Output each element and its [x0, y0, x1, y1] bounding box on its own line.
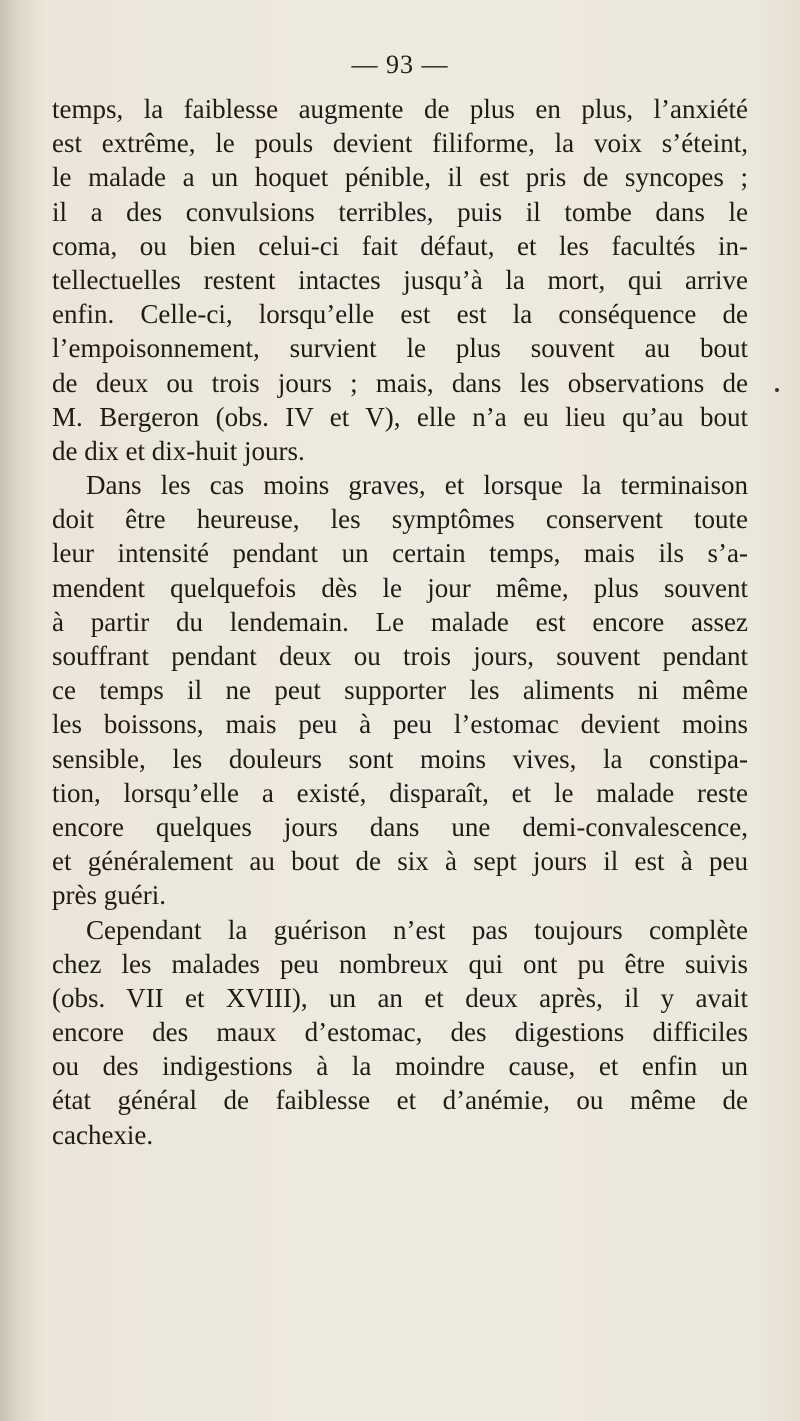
paragraph-1	[52, 92, 748, 468]
text-line: Dans les cas moins graves, et lorsque la terminaison	[86, 470, 748, 501]
text-line: l’empoisonnement, survient le plus souvent au bout	[52, 333, 748, 364]
text-line: enfin. Celle-ci, lorsqu’elle est est la conséquence de	[52, 299, 748, 330]
text-line: est extrême, le pouls devient filiforme, la voix s’éteint,	[52, 128, 748, 159]
text-line: le malade a un hoquet pénible, il est pris de syncopes ;	[52, 162, 748, 193]
text-line: (obs. VII et XVIII), un an et deux après, il y avait	[52, 982, 748, 1013]
text-line: de deux ou trois jours ; mais, dans les observations de	[52, 367, 748, 398]
text-line: chez les malades peu nombreux qui ont pu être suivis	[52, 948, 748, 979]
text-line: les boissons, mais peu à peu l’estomac devient moins	[52, 709, 748, 740]
text-line: M. Bergeron (obs. IV et V), elle n’a eu lieu qu’au bout	[52, 401, 748, 432]
text-line: Cependant la guérison n’est pas toujours complète	[86, 914, 748, 945]
text-line: tion, lorsqu’elle a existé, disparaît, et le malade reste	[52, 777, 748, 808]
text-line: ce temps il ne peut supporter les aliments ni même	[52, 675, 748, 706]
text-line: mendent quelquefois dès le jour même, plus souvent	[52, 572, 748, 603]
text-line: il a des convulsions terribles, puis il tombe dans le	[52, 196, 748, 227]
text-line: doit être heureuse, les symptômes conservent toute	[52, 504, 748, 535]
text-line: de dix et dix-huit jours.	[52, 435, 305, 466]
page-number: — 93 —	[351, 50, 449, 79]
text-line: à partir du lendemain. Le malade est encore assez	[52, 606, 748, 637]
paragraph-3	[52, 913, 748, 1152]
text-line: souffrant pendant deux ou trois jours, souvent pendant	[52, 641, 748, 671]
text-line: cachexie.	[52, 1119, 154, 1150]
text-line: état général de faiblesse et d’anémie, ou même de	[52, 1085, 748, 1116]
text-line: sensible, les douleurs sont moins vives, la constipa-	[52, 743, 748, 774]
text-line: encore des maux d’estomac, des digestions difficiles	[52, 1017, 748, 1048]
text-line: ou des indigestions à la moindre cause, et enfin un	[52, 1051, 748, 1082]
text-line: encore quelques jours dans une demi-convalescence,	[52, 811, 748, 842]
text-line: et généralement au bout de six à sept jours il est à peu	[52, 846, 748, 877]
text-line: leur intensité pendant un certain temps, mais ils s’a-	[52, 538, 748, 569]
paragraph-2	[52, 468, 748, 912]
text-line: près guéri.	[52, 880, 166, 911]
margin-mark	[775, 388, 779, 392]
text-line: coma, ou bien celui-ci fait défaut, et les facultés in-	[52, 230, 748, 261]
text-line: tellectuelles restent intactes jusqu’à la mort, qui arrive	[52, 264, 748, 295]
body-text	[52, 92, 748, 1152]
text-line: temps, la faiblesse augmente de plus en plus, l’anxiété	[52, 94, 748, 124]
